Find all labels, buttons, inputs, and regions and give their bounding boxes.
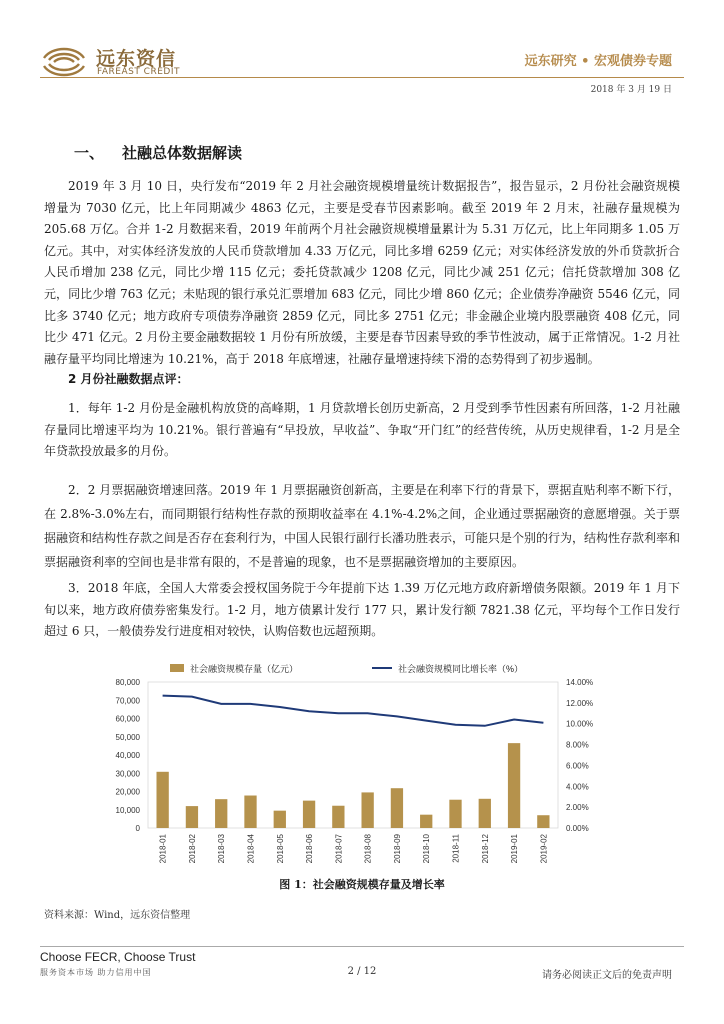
bar-stock-2018-03 [215,799,227,828]
bar-stock-2018-01 [156,772,168,828]
x-axis-tick-label: 2019-01 [510,834,520,864]
social-financing-chart [40,658,684,870]
figure-caption: 图 1：社会融资规模存量及增长率 [279,878,445,891]
x-axis-tick-label: 2018-12 [480,834,490,864]
x-axis-tick-label: 2018-11 [451,834,461,863]
right-axis-tick-label: 14.00% [566,678,594,687]
x-axis-tick-label: 2018-07 [334,834,344,864]
paragraph-point-2: 2．2 月票据融资增速回落。2019 年 1 月票据融资创新高，主要是在利率下行的背景下，票据直贴利率不断下行，在 2.8%-3.0%左右，而同期银行结构性存款的预期收益率在 4.1%-4.2%之间，企业通过票据融资的意愿增强。关于票据融资和结构性存款之间是否存在套利行为，中国人民银行副行长潘功胜表示，可能只是个别的行为，结构性存款利率和票据融资利率的空间也是非常有限的，不是普遍的现象，也不是票据融资增加的主要原因。 [44,483,681,569]
x-axis-tick-label: 2018-09 [392,834,402,864]
plot-frame [148,682,558,828]
section-title: 社融总体数据解读 [122,144,243,162]
section-number: 一、 [74,144,105,162]
bar-stock-2019-02 [537,815,549,828]
section-heading [74,142,242,163]
bar-stock-2018-07 [332,806,344,828]
left-axis-tick-label: 60,000 [115,714,140,724]
right-axis-tick-label: 2.00% [566,803,589,813]
footer-divider [40,946,684,947]
report-date: 2018 年 3 月 19 日 [590,85,672,95]
report-series-label: 远东研究 • 宏观债券专题 [524,54,672,69]
left-axis-tick-label: 70,000 [115,696,140,706]
company-logo-icon [40,42,88,82]
left-axis-tick-label: 30,000 [115,769,140,779]
x-axis-tick-label: 2018-05 [275,834,285,864]
bar-stock-2018-05 [274,811,286,828]
left-axis-tick-label: 40,000 [115,751,140,760]
right-axis-tick-label: 4.00% [566,782,589,792]
right-axis-tick-label: 12.00% [566,698,594,708]
left-axis-tick-label: 10,000 [115,805,140,815]
legend-bar-label: 社会融资规模存量（亿元） [190,664,299,674]
bar-stock-2018-02 [186,806,198,828]
x-axis-tick-label: 2018-08 [363,834,373,864]
data-source-note: 资料来源：Wind，远东资信整理 [44,910,191,921]
left-axis-tick-label: 50,000 [115,732,140,742]
bar-stock-2018-11 [449,800,461,828]
bar-stock-2018-08 [361,792,373,828]
bar-stock-2018-06 [303,801,315,828]
x-axis-tick-label: 2018-06 [305,834,315,864]
bar-stock-2019-01 [508,743,520,828]
right-axis-tick-label: 0.00% [566,824,589,833]
x-axis-tick-label: 2018-03 [217,834,227,864]
x-axis-tick-label: 2018-01 [158,834,168,864]
x-axis-tick-label: 2018-10 [422,834,432,864]
bar-stock-2018-09 [391,788,403,828]
logo-english-name: FAREAST CREDIT [97,67,180,77]
bar-stock-2018-10 [420,815,432,828]
subsection-title: 2 月份社融数据点评： [68,372,189,386]
bar-stock-2018-12 [479,799,491,828]
header-divider [40,77,684,78]
bar-stock-2018-04 [244,796,256,828]
left-axis-tick-label: 80,000 [115,678,140,687]
disclaimer-note: 请务必阅读正文后的免责声明 [542,970,672,981]
x-axis-tick-label: 2018-02 [187,834,197,864]
footer-slogan: Choose FECR, Choose Trust [40,950,196,964]
x-axis-tick-label: 2018-04 [246,834,256,864]
footer-subslogan: 服务资本市场 助力信用中国 [40,968,152,977]
paragraph-overview: 2019 年 3 月 10 日，央行发布“2019 年 2 月社会融资规模增量统计数据报告”，报告显示，2 月份社会融资规模增量为 7030 亿元，比上年同期减少 4863 亿元，主要是受春节因素影响。截至 2019 年 2 月末，社融存量规模为 205.68 万亿。合并 1-2 月数据来看，2019 年前两个月社会融资规模增量累计为 5.31 万亿元，比上年同期多 1.05 万亿元。其中，对实体经济发放的人民币贷款增加 4.33 万亿元，同比多增 6259 亿元；对实体经济发放的外币贷款折合人民币增加 238 亿元，同比少增 115 亿元；委托贷款减少 1208 亿元，同比少减 251 亿元；信托贷款增加 308 亿元，同比少增 763 亿元；未贴现的银行承兑汇票增加 683 亿元，同比少增 860 亿元；企业债券净融资 5546 亿元，同比多 3740 亿元；地方政府专项债券净融资 2859 亿元，同比多 2751 亿元；非金融企业境内股票融资 408 亿元，同比少 471 亿元。2 月份主要金融数据较 1 月份有所放缓，主要是春节因素导致的季节性波动，属于正常情况。1-2 月社融存量平均同比增速为 10.21%，高于 2018 年底增速，社融存量增速持续下滑的态势得到了初步遏制。 [44,179,680,366]
paragraph-point-3: 3．2018 年底，全国人大常委会授权国务院于今年提前下达 1.39 万亿元地方政府新增债务限额。2019 年 1 月下旬以来，地方政府债券密集发行。1-2 月，地方债累计发行 177 只，累计发行额 7821.38 亿元，平均每个工作日发行超过 6 只，一般债券发行进度相对较快，认购倍数也远超预期。 [44,581,680,639]
page-number: 2 / 12 [347,966,377,977]
logo-chinese-name: 远东资信 [96,48,177,70]
paragraph-point-1: 1．每年 1-2 月份是金融机构放贷的高峰期，1 月贷款增长创历史新高，2 月受到季节性因素有所回落，1-2 月社融存量同比增速平均为 10.21%。银行普遍有“早投放，早收益”、争取“开门红”的经营传统，从历史规律看，1-2 月是全年贷款投放最多的月份。 [44,401,680,459]
right-axis-tick-label: 8.00% [566,740,589,750]
legend-bar-swatch [170,664,184,672]
x-axis-tick-label: 2019-02 [539,834,549,864]
right-axis-tick-label: 10.00% [566,719,594,729]
legend-line-label: 社会融资规模同比增长率（%） [398,664,524,674]
left-axis-tick-label: 20,000 [115,787,140,797]
left-axis-tick-label: 0 [135,824,140,833]
right-axis-tick-label: 6.00% [566,761,589,771]
growth-rate-line [163,696,544,726]
